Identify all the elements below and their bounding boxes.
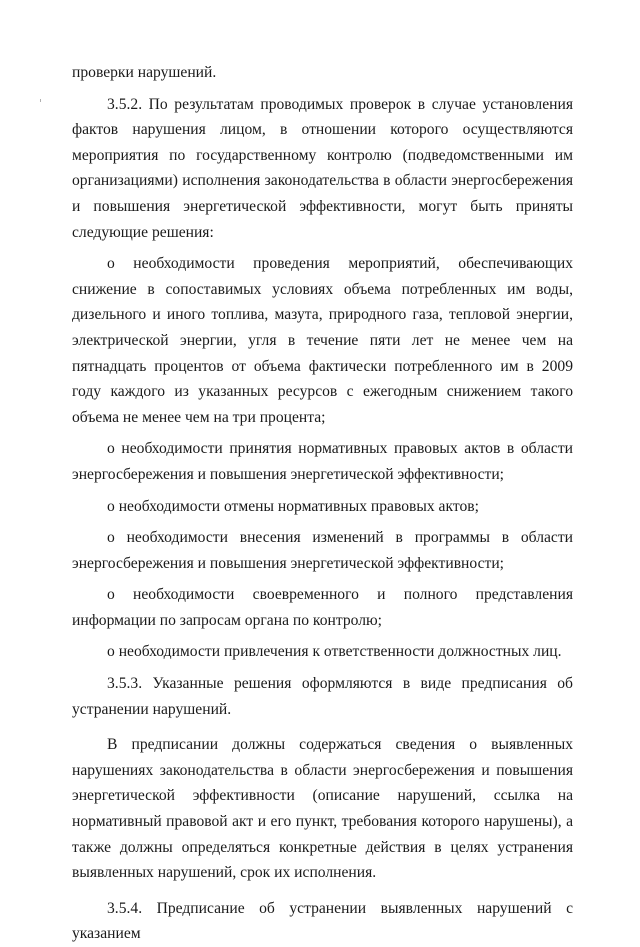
decision-item-program-changes: о необходимости внесения изменений в программы в области энергосбережения и повышения энергетической эффективности; — [72, 529, 573, 572]
decision-item-information: о необходимости своевременного и полного представления информации по запросам органа по контролю; — [72, 586, 573, 629]
paragraph-3-5-4: 3.5.4. Предписание об устранении выявленных нарушений с указанием — [72, 899, 573, 943]
decision-item-measures: о необходимости проведения мероприятий, обеспечивающих снижение в сопоставимых условиях объема потребленных им воды, дизельного и иного топлива, мазута, природного газа, тепловой энергии, электрической энергии, угля в течение пяти лет не менее чем на пятнадцать процентов от объема фактически потребленного им в 2009 году каждого из указанных ресурсов с ежегодным снижением такого объема не менее чем на три процента; — [72, 255, 573, 426]
paragraph-continuation: проверки нарушений. — [72, 64, 217, 81]
decision-item-liability: о необходимости привлечения к ответственности должностных лиц. — [107, 643, 562, 661]
decision-item-cancel-acts: о необходимости отмены нормативных правовых актов; — [107, 497, 479, 515]
paragraph-3-5-3: 3.5.3. Указанные решения оформляются в виде предписания об устранении нарушений. — [72, 675, 573, 718]
decision-item-legal-acts: о необходимости принятия нормативных правовых актов в области энергосбережения и повышения энергетической эффективности; — [72, 440, 573, 483]
scan-artifact — [40, 99, 41, 102]
paragraph-3-5-2: 3.5.2. По результатам проводимых проверок в случае установления фактов нарушения лицом, в отношении которого осуществляются мероприятия по государственному контролю (подведомственными им организациями) исполнения законодательства в области энергосбережения и повышения энергетической эффективности, могут быть приняты следующие решения: — [72, 95, 573, 241]
paragraph-prescription-content: В предписании должны содержаться сведения о выявленных нарушениях законодательства в области энергосбережения и повышения энергетической эффективности (описание нарушений, ссылка на нормативный правовой акт и его пункт, требования которого нарушены), а также должны определяться конкретные действия в целях устранения выявленных нарушений, срок их исполнения. — [72, 736, 573, 882]
document-body — [72, 60, 573, 947]
